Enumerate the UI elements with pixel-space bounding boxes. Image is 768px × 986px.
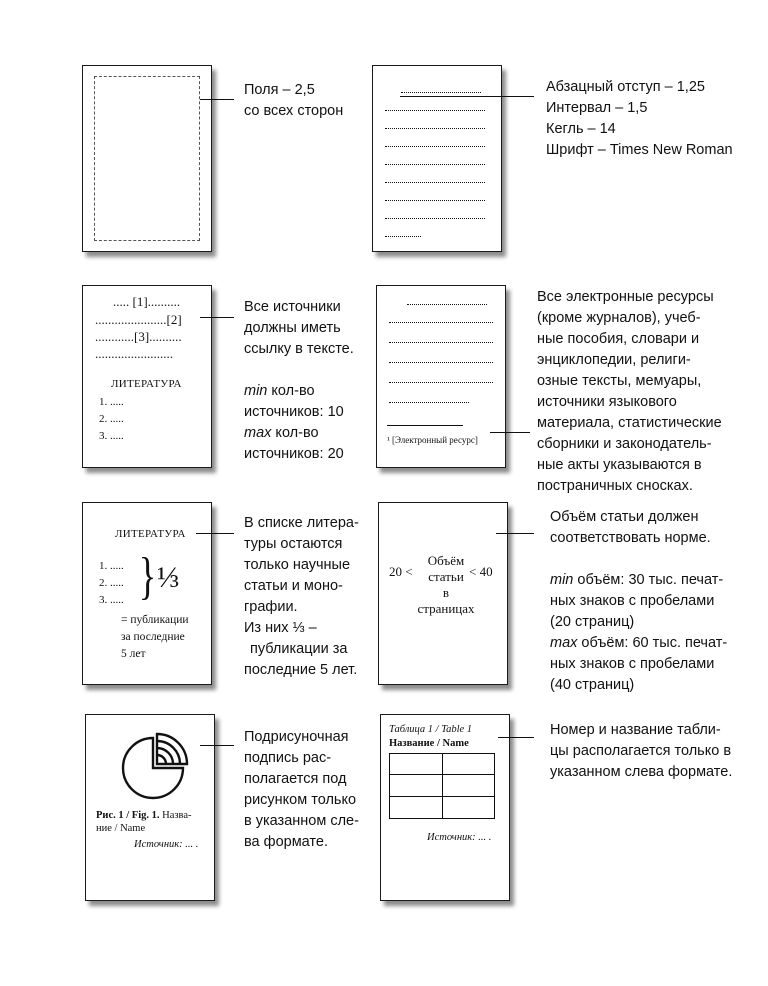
leader-line-bibliography	[196, 533, 234, 534]
footnote-line-9: ные акты указываются в	[537, 457, 702, 473]
leader-line-figure	[200, 745, 234, 746]
footnote-line-3: ные пособия, словари и	[537, 331, 700, 347]
leader-line-footnote	[490, 432, 530, 433]
footnote-line-2: (кроме журналов), учеб-	[537, 310, 701, 326]
bibliography-line-8: последние 5 лет.	[244, 662, 358, 678]
text-line-short	[389, 402, 469, 403]
article-volume-page	[378, 502, 508, 685]
max-text: объём: 60 тыс. печат-	[577, 635, 728, 651]
volume-min: 20 <	[389, 564, 413, 579]
min-text: объём: 30 тыс. печат-	[573, 572, 724, 588]
text-line	[385, 110, 485, 111]
formatting-line-2: Интервал – 1,5	[546, 100, 648, 116]
ref-line-2: ......................[2]	[95, 312, 182, 327]
text-line	[385, 128, 485, 129]
leader-line-margins	[200, 99, 234, 100]
max-word: max	[550, 635, 578, 651]
text-line	[385, 182, 485, 183]
bibliography-line-4: статьи и моно-	[244, 578, 343, 594]
text-line	[385, 164, 485, 165]
formatting-description	[546, 77, 733, 161]
bibliography-line-2: туры остаются	[244, 536, 343, 552]
volume-max: < 40	[469, 564, 493, 579]
footnote-line-1: Все электронные ресурсы	[537, 289, 714, 305]
text-line	[389, 342, 493, 343]
note-line-3: 5 лет	[121, 648, 146, 660]
bibliography-heading: ЛИТЕРАТУРА	[115, 528, 186, 540]
volume-max-line-2: ных знаков с пробелами	[550, 656, 715, 672]
volume-description	[550, 507, 727, 696]
figure-description	[244, 727, 359, 853]
volume-max-line-1	[550, 633, 727, 654]
volume-center-line-2: статьи	[428, 569, 464, 584]
references-line-1: Все источники	[244, 299, 341, 315]
references-item-3: 3. .....	[99, 430, 124, 442]
footnote-page	[376, 285, 506, 468]
note-line-1: = публикации	[121, 614, 189, 626]
bibliography-line-5: графии.	[244, 599, 298, 615]
leader-line-volume	[496, 533, 534, 534]
figure-caption-line-2: ние / Name	[96, 823, 146, 834]
volume-line-2: соответствовать норме.	[550, 530, 711, 546]
bibliography-description	[244, 513, 359, 681]
ref-line-3: ............[3]..........	[95, 329, 182, 344]
bibliography-item-1: 1. .....	[99, 560, 124, 572]
figure-line-6: ва формате.	[244, 834, 328, 850]
figure-line-2: подпись рас-	[244, 750, 332, 766]
text-line	[389, 382, 493, 383]
table-horizontal-divider	[390, 774, 494, 775]
text-line	[385, 200, 485, 201]
footnote-text: ¹ [Электронный ресурс]	[387, 435, 478, 445]
footnote-rule	[387, 425, 463, 426]
spacer	[550, 549, 727, 570]
footnote-line-5: озные тексты, мемуары,	[537, 373, 702, 389]
max-rest: кол-во	[271, 425, 319, 441]
table-source: Источник: ... .	[427, 832, 492, 843]
leader-line-formatting	[400, 96, 534, 97]
bibliography-item-2: 2. .....	[99, 577, 124, 589]
volume-center-line-1: Объём	[427, 553, 465, 568]
text-line-indented	[407, 304, 487, 305]
margins-page	[82, 65, 212, 252]
table-description	[550, 720, 732, 783]
leader-line-table	[498, 737, 534, 738]
pie-chart-icon	[117, 732, 189, 804]
text-line-short	[385, 236, 421, 237]
volume-line-1: Объём статьи должен	[550, 509, 699, 525]
references-line-6: источников: 10	[244, 404, 344, 420]
references-item-2: 2. .....	[99, 413, 124, 425]
volume-min-line-2: ных знаков с пробелами	[550, 593, 715, 609]
bibliography-line-3: только научные	[244, 557, 351, 573]
table-vertical-divider	[442, 754, 443, 818]
leader-line-references	[200, 317, 234, 318]
curly-brace: }	[138, 548, 157, 605]
volume-min-line-3: (20 страниц)	[550, 614, 635, 630]
references-line-2: должны иметь	[244, 320, 341, 336]
references-min-line	[244, 381, 354, 402]
footnote-line-4: энциклопедии, религи-	[537, 352, 691, 368]
min-rest: кол-во	[267, 383, 315, 399]
bibliography-line-7: публикации за	[250, 641, 348, 657]
volume-center	[413, 553, 479, 617]
formatting-line-3: Кегль – 14	[546, 121, 616, 137]
volume-min-line-1	[550, 570, 727, 591]
bibliography-ratio-page	[82, 502, 212, 685]
figure-caption-line-1	[96, 810, 192, 821]
references-max-line	[244, 423, 354, 444]
bibliography-item-3: 3. .....	[99, 594, 124, 606]
text-line	[385, 146, 485, 147]
spacer	[244, 360, 354, 381]
formatting-line-1: Абзацный отступ – 1,25	[546, 79, 705, 95]
margins-line-1: Поля – 2,5	[244, 82, 315, 98]
table-caption-page	[380, 714, 510, 901]
table-line-2: цы располагается только в	[550, 743, 732, 759]
table-label: Таблица 1 / Table 1	[389, 724, 473, 735]
references-page	[82, 285, 212, 468]
text-line	[389, 362, 493, 363]
text-line	[389, 322, 493, 323]
note-line-2: за последние	[121, 631, 185, 643]
ref-line-4: ........................	[95, 346, 173, 361]
formatting-page	[372, 65, 502, 252]
references-heading: ЛИТЕРАТУРА	[111, 378, 182, 390]
table-line-1: Номер и название табли-	[550, 722, 721, 738]
footnote-line-8: сборники и законодатель-	[537, 436, 712, 452]
figure-caption-rest: Назва-	[159, 810, 192, 821]
one-third-fraction: ⅓	[157, 561, 180, 594]
figure-source: Источник: ... .	[134, 839, 199, 850]
figure-line-4: рисунком только	[244, 792, 357, 808]
min-word: min	[550, 572, 574, 588]
margin-boundary	[94, 76, 200, 241]
footnote-line-7: материала, статистические	[537, 415, 722, 431]
footnote-description	[537, 287, 722, 497]
min-word: min	[244, 383, 268, 399]
max-word: max	[244, 425, 272, 441]
figure-line-1: Подрисуночная	[244, 729, 349, 745]
margins-line-2: со всех сторон	[244, 103, 344, 119]
references-item-1: 1. .....	[99, 396, 124, 408]
ref-line-1: ..... [1]..........	[113, 294, 181, 309]
bibliography-line-1: В списке литера-	[244, 515, 359, 531]
references-line-3: ссылку в тексте.	[244, 341, 354, 357]
table-name: Название / Name	[389, 738, 469, 749]
bibliography-line-6: Из них ⅓ –	[244, 620, 317, 636]
figure-caption-page	[85, 714, 215, 901]
volume-center-line-3: в страницах	[417, 585, 475, 616]
table-horizontal-divider	[390, 796, 494, 797]
formatting-line-4: Шрифт – Times New Roman	[546, 142, 733, 158]
references-line-8: источников: 20	[244, 446, 344, 462]
footnote-line-10: постраничных сносках.	[537, 478, 693, 494]
references-description	[244, 297, 354, 465]
text-line	[385, 218, 485, 219]
margins-description	[244, 80, 343, 122]
volume-max-line-3: (40 страниц)	[550, 677, 635, 693]
footnote-line-6: источники языкового	[537, 394, 677, 410]
table-line-3: указанном слева формате.	[550, 764, 733, 780]
figure-line-5: в указанном сле-	[244, 813, 359, 829]
table-grid	[389, 753, 495, 819]
text-line-indented	[401, 92, 481, 93]
figure-line-3: полагается под	[244, 771, 347, 787]
figure-caption-number: Рис. 1 / Fig. 1.	[96, 810, 160, 821]
